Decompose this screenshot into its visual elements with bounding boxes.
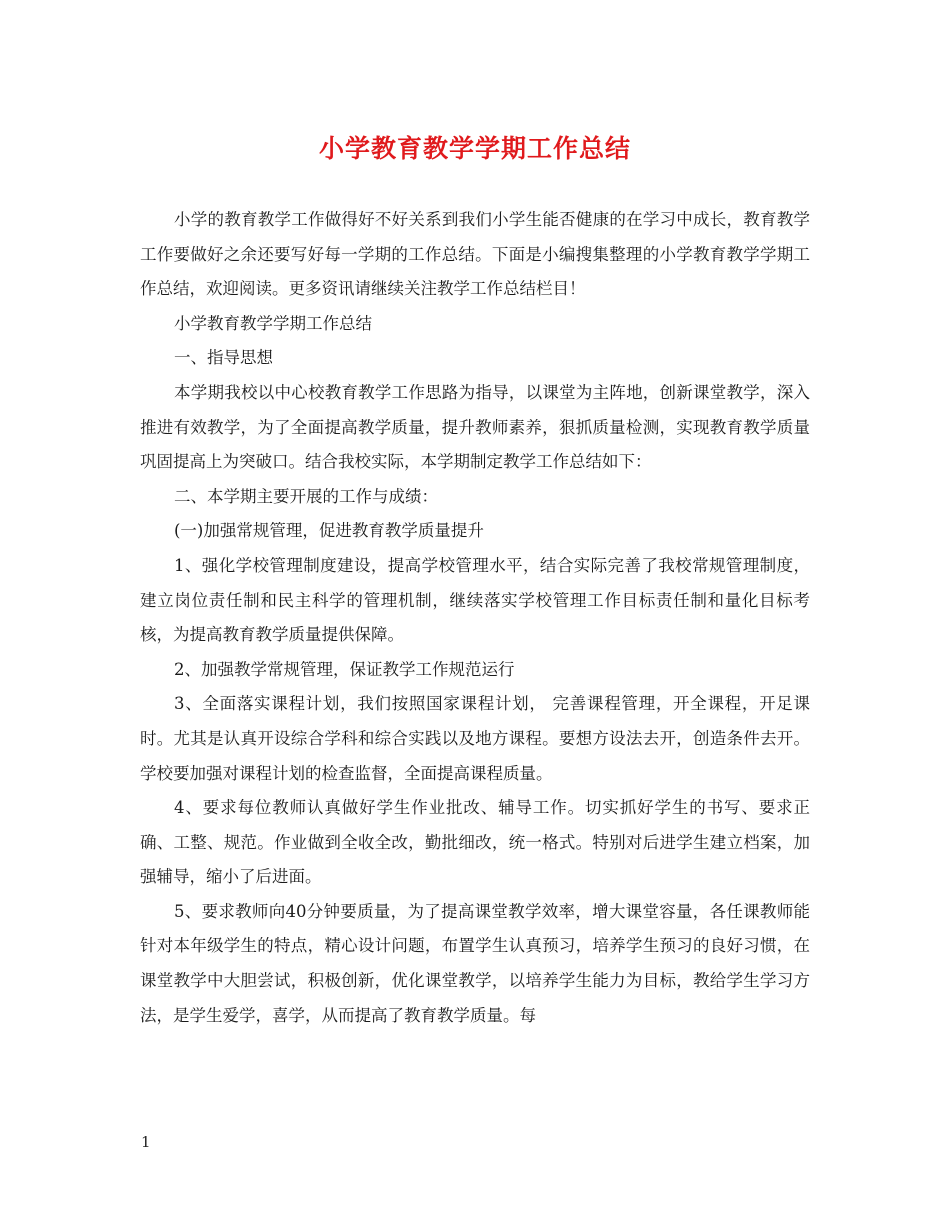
item-paragraph-3: 3、全面落实课程计划，我们按照国家课程计划， 完善课程管理，开全课程，开足课时。尤其是认真开设综合学科和综合实践以及地方课程。要想方设法去开，创造条件去开。学校要加强对课程计划的检查监督，全面提高课程质量。	[140, 694, 810, 783]
page-number: 1	[141, 1133, 151, 1151]
item-paragraph-1: 1、强化学校管理制度建设，提高学校管理水平，结合实际完善了我校常规管理制度，建立岗位责任制和民主科学的管理机制，继续落实学校管理工作目标责任制和量化目标考核，为提高教育教学质量提供保障。	[140, 555, 810, 645]
item-paragraph-4: 4、要求每位教师认真做好学生作业批改、辅导工作。切实抓好学生的书写、要求正确、工整、规范。作业做到全收全改，勤批细改，统一格式。特别对后进学生建立档案，加强辅导，缩小了后进面。	[140, 798, 810, 887]
item-paragraph-2: 2、加强教学常规管理，保证教学工作规范运行	[174, 659, 515, 679]
section-heading-guiding-thought: 一、指导思想	[174, 348, 273, 368]
subtitle-paragraph: 小学教育教学学期工作总结	[174, 313, 372, 333]
guiding-thought-paragraph: 本学期我校以中心校教育教学工作思路为指导，以课堂为主阵地，创新课堂教学，深入推进有效教学，为了全面提高教学质量，提升教师素养，狠抓质量检测，实现教育教学质量巩固提高上为突破口。结合我校实际，本学期制定教学工作总结如下：	[140, 382, 810, 472]
intro-paragraph: 小学的教育教学工作做得好不好关系到我们小学生能否健康的在学习中成长，教育教学工作要做好之余还要写好每一学期的工作总结。下面是小编搜集整理的小学教育教学学期工作总结，欢迎阅读。更多资讯请继续关注教学工作总结栏目！	[140, 210, 810, 299]
subsection-heading-routine-management: (一)加强常规管理，促进教育教学质量提升	[174, 521, 484, 541]
document-title: 小学教育教学学期工作总结	[318, 134, 631, 163]
section-heading-main-work: 二、本学期主要开展的工作与成绩：	[174, 486, 438, 506]
document-body	[140, 203, 810, 1033]
item-paragraph-5: 5、要求教师向40分钟要质量，为了提高课堂教学效率，增大课堂容量，各任课教师能针对本年级学生的特点，精心设计问题，布置学生认真预习，培养学生预习的良好习惯，在课堂教学中大胆尝试，积极创新，优化课堂教学，以培养学生能力为目标，教给学生学习方法，是学生爱学，喜学，从而提高了教育教学质量。每	[140, 901, 810, 1025]
